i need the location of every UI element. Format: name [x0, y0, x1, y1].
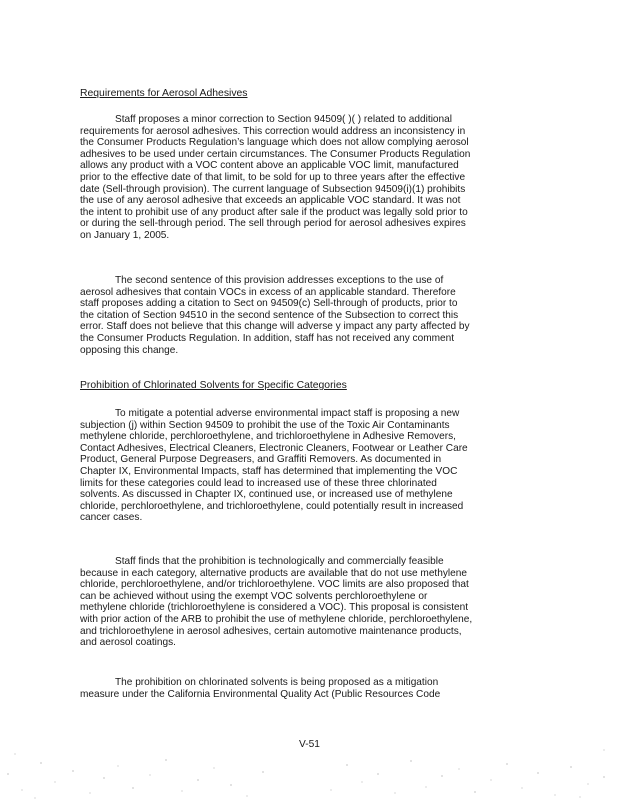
- text-line: Staff proposes a minor correction to Section 94509( )( ) related to additional: [115, 114, 453, 125]
- text-line: limits for these categories could lead to increased use of these three chlorinated: [80, 477, 437, 489]
- text-line: solvents. As discussed in Chapter IX, continued use, or increased use of methylene: [80, 489, 453, 501]
- text-line: cancer cases.: [80, 512, 143, 524]
- text-line: Contact Adhesives, Electrical Cleaners, Electronic Cleaners, Footwear or Leather Care: [80, 442, 468, 454]
- text-line: Product, General Purpose Degreasers, and Graffiti Removers. As documented in: [80, 454, 442, 466]
- text-line: date (Sell-through provision). The current language of Subsection 94509(i)(1) prohibits: [80, 183, 466, 195]
- text-line: the use of any aerosol adhesive that exceeds an applicable VOC standard. It was not: [80, 195, 461, 207]
- text-line: with prior action of the ARB to prohibit the use of methylene chloride, perchloroethylene,: [80, 613, 473, 625]
- text-line: aerosol adhesives that contain VOCs in excess of an applicable standard. Therefore: [80, 286, 456, 298]
- text-line: the Consumer Products Regulation. In addition, staff has not received any comment: [80, 332, 455, 344]
- text-line: the citation of Section 94510 in the second sentence of the Subsection to correct this: [80, 309, 459, 321]
- text-line: The prohibition on chlorinated solvents is being proposed as a mitigation: [115, 677, 439, 688]
- text-line: methylene chloride (trichloroethylene is considered a VOC). This proposal is consistent: [80, 602, 469, 614]
- text-line: opposing this change.: [80, 344, 179, 356]
- section-heading-chlorinated-solvents: Prohibition of Chlorinated Solvents for Specific Categories: [80, 380, 347, 391]
- text-line: the intent to prohibit use of any product after sale if the product was legally sold prior to: [80, 206, 468, 218]
- text-line: on January 1, 2005.: [80, 229, 170, 241]
- page-number: V-51: [299, 739, 320, 750]
- scan-noise: [0, 730, 619, 800]
- text-line: subjection (j) within Section 94509 to prohibit the use of the Toxic Air Contaminants: [80, 419, 450, 431]
- text-line: or during the sell-through period. The sell through period for aerosol adhesives expires: [80, 218, 466, 230]
- text-line: chloride, perchloroethylene, and trichloroethylene, could potentially result in increased: [80, 500, 464, 512]
- text-line: The second sentence of this provision addresses exceptions to the use of: [115, 275, 444, 286]
- text-line: Chapter IX, Environmental Impacts, staff has determined that implementing the VOC: [80, 465, 458, 477]
- text-line: prior to the effective date of that limit, to be sold for up to three years after the effective: [80, 171, 466, 183]
- text-line: measure under the California Environmental Quality Act (Public Resources Code: [80, 688, 441, 700]
- text-line: To mitigate a potential adverse environmental impact staff is proposing a new: [115, 408, 460, 419]
- text-line: allows any product with a VOC content above an applicable VOC limit, manufactured: [80, 160, 459, 172]
- text-line: and trichloroethylene in aerosol adhesives, certain automotive maintenance products,: [80, 625, 462, 637]
- text-line: Staff finds that the prohibition is technologically and commercially feasible: [115, 556, 444, 567]
- text-line: staff proposes adding a citation to Sect on 94509(c) Sell-through of products, prior to: [80, 298, 458, 310]
- paragraph-ceqa: [80, 677, 532, 700]
- text-line: can be achieved without using the exempt VOC solvents perchloroethylene or: [80, 590, 428, 602]
- paragraph-mitigation-proposal: [80, 408, 532, 524]
- text-line: because in each category, alternative products are available that do not use methylene: [80, 567, 467, 579]
- section-heading-aerosol-adhesives: Requirements for Aerosol Adhesives: [80, 88, 248, 99]
- text-line: and aerosol coatings.: [80, 637, 176, 649]
- text-line: the Consumer Products Regulation’s language which does not allow complying aerosol: [80, 137, 469, 149]
- text-line: methylene chloride, perchloroethylene, and trichloroethylene in Adhesive Removers,: [80, 431, 456, 443]
- text-line: chloride, perchloroethylene, and/or trichloroethylene. VOC limits are also proposed that: [80, 579, 469, 591]
- text-line: adhesives to be used under certain circumstances. The Consumer Products Regulation: [80, 148, 471, 160]
- paragraph-aerosol-correction: [80, 114, 532, 242]
- paragraph-sell-through-citation: [80, 275, 532, 356]
- text-line: requirements for aerosol adhesives. This correction would address an inconsistency in: [80, 125, 466, 137]
- text-line: error. Staff does not believe that this change will adverse y impact any party affected by: [80, 321, 470, 333]
- paragraph-feasibility: [80, 556, 532, 649]
